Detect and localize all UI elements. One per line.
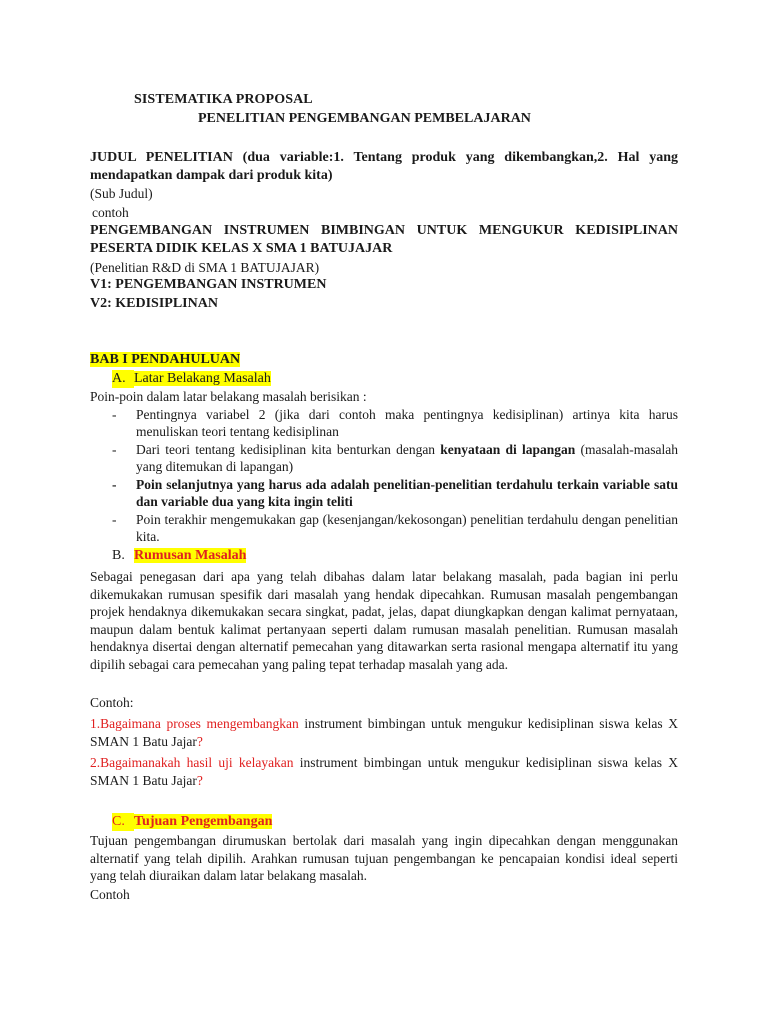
list-item-text-part: Dari teori tentang kedisiplinan kita benturkan dengan	[136, 442, 441, 457]
variable-1: V1: PENGEMBANGAN INSTRUMEN	[90, 277, 327, 292]
list-dash: -	[112, 442, 117, 457]
section-b-marker: B.	[112, 548, 125, 563]
section-b-title: Rumusan Masalah	[134, 548, 247, 563]
list-item-text-part: (masalah-masalah yang ditemukan di lapangan)	[136, 442, 678, 474]
contoh-label: contoh	[92, 205, 129, 220]
latar-belakang-list	[112, 406, 678, 545]
rumusan-example-1	[90, 715, 678, 750]
section-a-marker: A.	[112, 370, 134, 388]
list-dash: -	[112, 407, 117, 422]
section-b-paragraph: Sebagai penegasan dari apa yang telah dibahas dalam latar belakang masalah, pada bagian ini perlu dikemukakan rumusan spesifik dari masalah yang hendak dipecahkan. Rumusan masalah pengembangan projek hendaknya dikemukakan secara singkat, padat, jelas, dapat diungkapkan dengan kalimat pernyataan, maupun dalam bentuk kalimat pertanyaan seperti dalam rumusan masalah penelitian. Rumusan masalah hendaknya disertai dengan alternatif pemecahan yang ditawarkan serta rasional mengapa alternatif itu yang dipilih sebagai cara pemecahan yang paling tepat terhadap masalah yang ada.	[90, 569, 678, 672]
example-subtitle: (Penelitian R&D di SMA 1 BATUJAJAR)	[90, 260, 320, 275]
doc-title-2: PENELITIAN PENGEMBANGAN PEMBELAJARAN	[198, 111, 531, 126]
bab-heading	[90, 351, 678, 369]
section-b-contoh: Contoh:	[90, 695, 134, 710]
list-item	[112, 406, 678, 440]
section-a-intro: Poin-poin dalam latar belakang masalah berisikan :	[90, 389, 367, 404]
example-question-mark: ?	[196, 733, 203, 749]
list-item-text	[136, 441, 678, 475]
example-question-mark: ?	[196, 772, 203, 788]
example-question-text: instrument bimbingan untuk mengukur kedisiplinan siswa kelas X SMAN 1 Batu Jajar	[90, 716, 678, 749]
variable-2: V2: KEDISIPLINAN	[90, 296, 218, 311]
sub-judul-label: (Sub Judul)	[90, 186, 153, 201]
example-title: PENGEMBANGAN INSTRUMEN BIMBINGAN UNTUK MENGUKUR KEDISIPLINAN PESERTA DIDIK KELAS X SMA 1 BATUJAJAR	[90, 223, 678, 256]
list-dash: -	[112, 477, 117, 492]
section-c-heading	[112, 813, 272, 831]
section-c-contoh: Contoh	[90, 887, 130, 902]
section-a-heading	[112, 370, 271, 388]
rumusan-example-2	[90, 754, 678, 789]
list-item-text: Poin terakhir mengemukakan gap (kesenjangan/kekosongan) penelitian terdahulu dengan penelitian kita.	[136, 512, 678, 544]
section-c-paragraph: Tujuan pengembangan dirumuskan bertolak dari masalah yang ingin dipecahkan dengan menggunakan alternatif yang telah dipilih. Arahkan rumusan tujuan pengembangan ke pencapaian kondisi ideal seperti yang telah diuraikan dalam latar belakang masalah.	[90, 833, 678, 884]
list-dash: -	[112, 512, 117, 527]
example-question-red: 1.Bagaimana proses mengembangkan	[90, 716, 299, 731]
list-item	[112, 511, 678, 545]
list-item-text: Poin selanjutnya yang harus ada adalah penelitian-penelitian terdahulu terkain variable satu dan variable dua yang kita ingin teliti	[136, 477, 678, 509]
section-c-title: Tujuan Pengembangan	[134, 814, 273, 829]
judul-penelitian-label: JUDUL PENELITIAN (dua variable:1. Tentang produk yang dikembangkan,2. Hal yang mendapatkan dampak dari produk kita)	[90, 150, 678, 183]
section-c-marker: C.	[112, 813, 134, 831]
section-a-title: Latar Belakang Masalah	[134, 371, 271, 386]
doc-title-1: SISTEMATIKA PROPOSAL	[134, 92, 313, 107]
list-item	[112, 476, 678, 510]
list-item	[112, 441, 678, 475]
list-item-text: Pentingnya variabel 2 (jika dari contoh maka pentingnya kedisiplinan) artinya kita harus menuliskan teori tentang kedisiplinan	[136, 407, 678, 439]
example-question-red: 2.Bagaimanakah hasil uji kelayakan	[90, 755, 294, 770]
example-question-text: instrument bimbingan untuk mengukur kedisiplinan siswa kelas X SMAN 1 Batu Jajar	[90, 755, 678, 788]
section-b-heading	[112, 547, 246, 565]
list-item-bold-part: kenyataan di lapangan	[440, 442, 576, 457]
bab-heading-text: BAB I PENDAHULUAN	[90, 352, 241, 367]
